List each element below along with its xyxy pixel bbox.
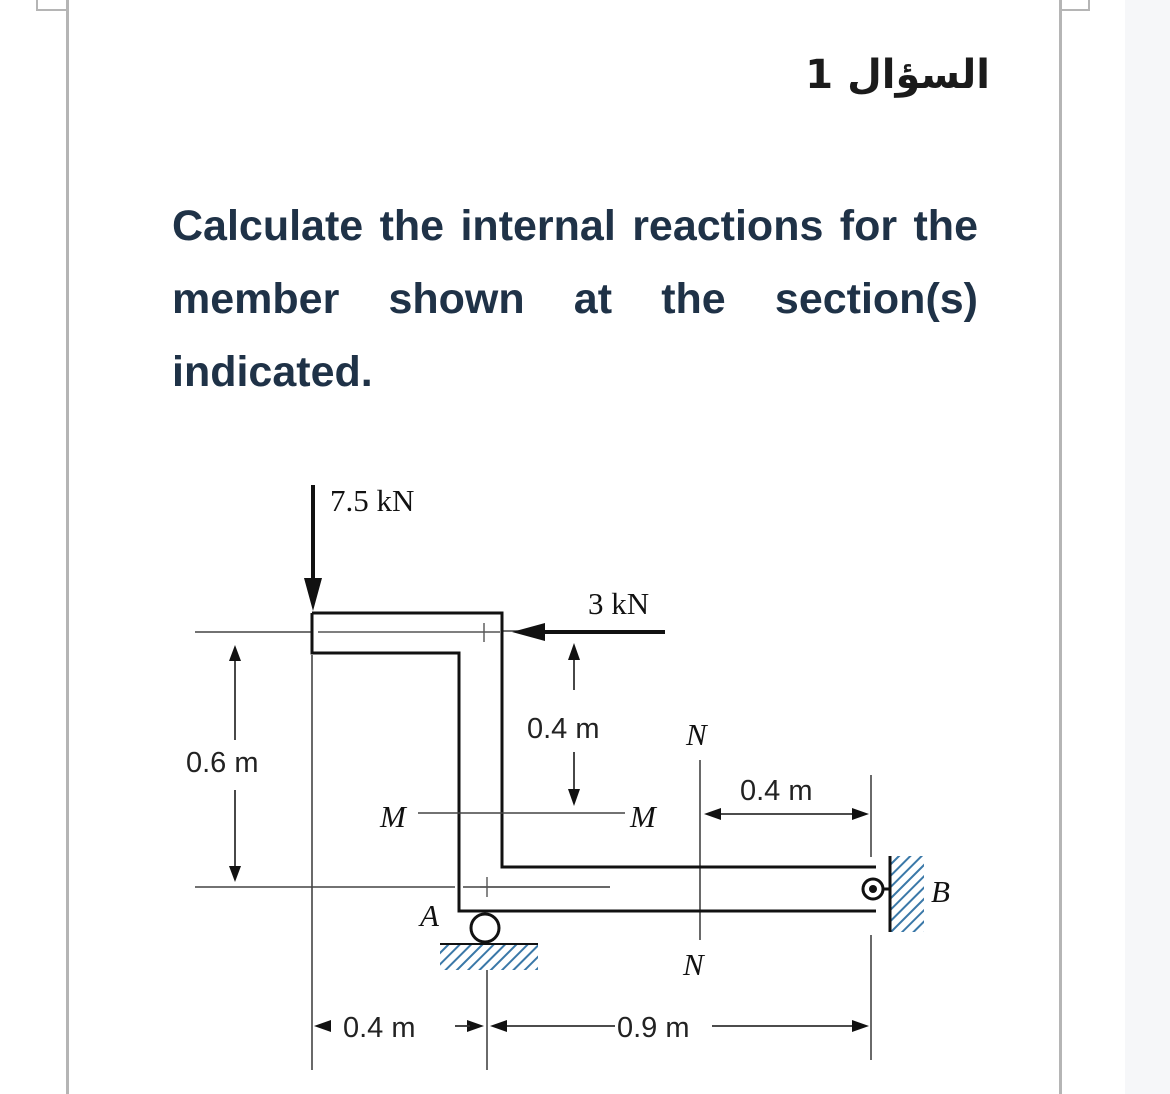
question-text: Calculate the internal reactions for the member shown at the section(s) indicated. — [172, 202, 978, 396]
support-label-a: A — [420, 898, 439, 933]
member-centerlines — [318, 623, 610, 897]
dim-label-0-6m: 0.6 m — [186, 747, 259, 779]
dim-label-0-4m-right: 0.4 m — [740, 775, 813, 807]
member-outline — [312, 613, 876, 911]
dim-label-bottom-right: 0.9 m — [617, 1012, 690, 1044]
load-arrow-7-5kN — [304, 485, 322, 611]
support-label-b: B — [931, 874, 950, 909]
dim-label-bottom-left: 0.4 m — [343, 1012, 416, 1044]
extension-lines — [195, 631, 871, 1070]
dimension-0-4m-right — [704, 808, 869, 820]
section-label-n-bottom: N — [683, 947, 704, 982]
load-arrow-3kN — [512, 623, 665, 641]
section-label-m-right: M — [630, 799, 656, 834]
load-label-7-5kN: 7.5 kN — [330, 483, 415, 518]
section-label-n-top: N — [686, 717, 707, 752]
support-a-roller — [440, 914, 538, 970]
dim-label-0-4m-vertical: 0.4 m — [527, 713, 600, 745]
question-number: السؤال 1 — [805, 52, 990, 98]
load-label-3kN: 3 kN — [588, 586, 650, 621]
section-label-m-left: M — [380, 799, 406, 834]
